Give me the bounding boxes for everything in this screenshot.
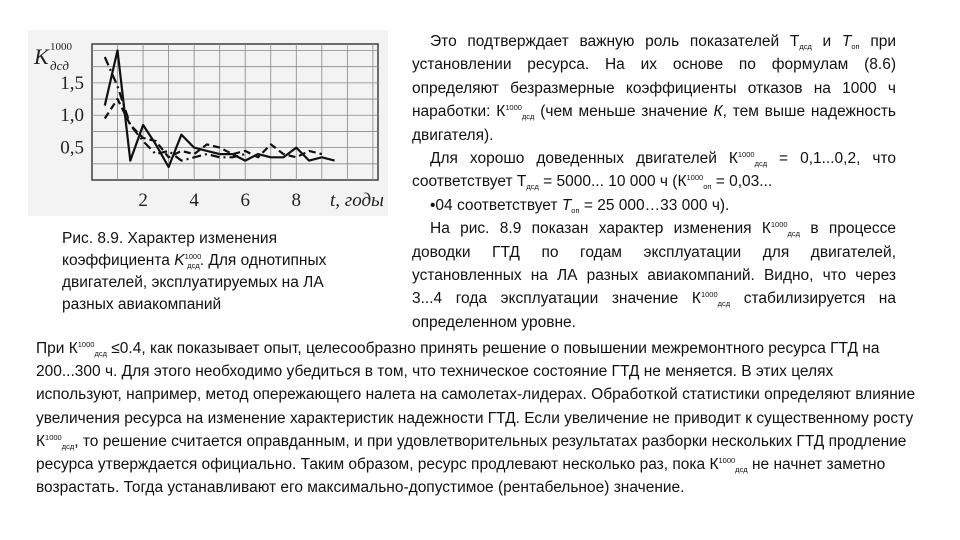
bottom-paragraph [36,337,916,499]
right-text-block [412,30,896,334]
p1-text-b: и [811,33,842,50]
p1-sup-3: 1000 [505,103,522,113]
caption-line-2b: . Для однотипных [199,252,327,269]
caption-k: K [174,252,185,269]
caption-line-2a: коэффициента [62,252,175,269]
x-axis-label: t, годы [330,190,384,211]
p1-k-symbol: К [713,103,723,121]
y-tick-label: 0,5 [60,137,84,159]
bottom-text-b: ≤0.4, как показывает опыт, целесообразно принять решение о повышении межремонтного ресурса ГТД на 200...300 ч. Для этого необходимо убедиться в том, что техническое состояние ГТД не меняется. В этих целях используют, например, метод опережающего налета на самолетах-лидерах. Обработкой статистики определяют влияние увеличения ресурса на изменение характеристик надежности ГТД. Если увеличение не приводит к существенному росту К [36,340,916,450]
y-tick-label: 1,0 [60,105,84,127]
caption-line-4: разных авиакомпаний [62,296,222,313]
p2-sub-2: дсд [526,182,539,192]
p4-sup-1: 1000 [770,220,788,230]
bottom-text-block [36,337,916,499]
p1-t-symbol: Т [841,33,852,50]
p4-text-b: в процессе доводки ГТД по годам эксплуатации для двигателей, установленных на ЛА разных авиакомпаний. Видно, что через 3...4 года эксплуатации значение К [412,220,896,308]
x-tick-label: 6 [240,190,250,211]
paragraph-2 [412,147,896,194]
caption-k-sub: дсд [187,261,200,270]
p2-text-c: = 5000... 10 000 ч (К [538,173,687,191]
p1-sub-3: дсд [521,112,535,122]
plot-frame [92,44,378,180]
bottom-sup-3: 1000 [718,456,736,466]
p2-sub-3: оп [703,182,712,192]
bottom-text-a: При К [36,340,78,357]
paragraph-3 [412,194,896,217]
figure-caption [62,228,392,316]
y-axis-label: K [34,44,49,69]
chart-svg [28,30,388,216]
p1-text-a: Это подтверждает важную роль показателей Т [430,33,800,50]
x-tick-label: 4 [189,190,199,211]
y-tick-label: 1,5 [60,72,84,94]
bottom-sub-3: дсд [735,465,748,475]
p4-sub-2: дсд [717,299,731,309]
p1-sub-2: оп [851,42,860,51]
x-tick-label: 2 [138,190,148,211]
bottom-sup-2: 1000 [45,432,62,442]
paragraph-1 [412,30,896,147]
p4-text-c: стабилизируется на определенном уровне. [412,290,896,331]
bottom-sup-1: 1000 [77,340,95,349]
p2-text-d: = 0,03... [711,173,773,191]
p1-text-d: (чем меньше значение [534,103,714,121]
x-tick-label: 8 [291,190,302,211]
p2-text-b: = 0,1...0,2, что соответствует Т [412,150,896,191]
p4-text-a: На рис. 8.9 показан характер изменения К [430,220,771,238]
bottom-sub-1: дсд [94,349,107,358]
p3-text-b: = 25 000…33 000 ч). [579,196,730,214]
series-line-3 [105,57,245,161]
p1-text-e: , тем выше надежность двигателя). [412,103,896,144]
series-line-2 [105,99,322,157]
chart-figure [28,30,388,216]
p2-sup-1: 1000 [737,150,755,160]
paragraph-4 [412,217,896,334]
p3-t-symbol: Т [561,196,572,214]
bottom-text-d: не начнет заметно возрастать. Тогда устанавливают его максимально-допустимое (рентабельное) значение. [36,456,886,497]
p2-sub-1: дсд [754,159,768,169]
p4-sub-1: дсд [787,229,801,239]
p2-sup-3: 1000 [686,173,704,183]
caption-line-3: двигателей, эксплуатируемых на ЛА [62,274,324,291]
y-axis-label-sup: 1000 [50,41,72,53]
p1-sub-1: дсд [799,42,812,51]
p1-text-c: при установлении ресурса. На их основе по формулам (8.6) определяют безразмерные коэффициенты отказов на 1000 ч наработки: К [412,33,896,121]
p3-text-a: •04 соответствует [430,196,562,214]
p4-sup-2: 1000 [700,290,718,300]
p3-sub: оп [571,205,580,215]
caption-line-1: Рис. 8.9. Характер изменения [62,230,277,247]
y-axis-label-sub: дсд [50,58,69,73]
p2-text-a: Для хорошо доведенных двигателей К [430,150,738,168]
bottom-sub-2: дсд [61,441,75,451]
bottom-text-c: , то решение считается оправданным, и при удовлетворительных результатах разборки нескольких ГТД продление ресурса утверждается официально. Таким образом, ресурс продлевают несколько раз, пока К [36,432,907,474]
caption-k-sup: 1000 [184,252,202,261]
